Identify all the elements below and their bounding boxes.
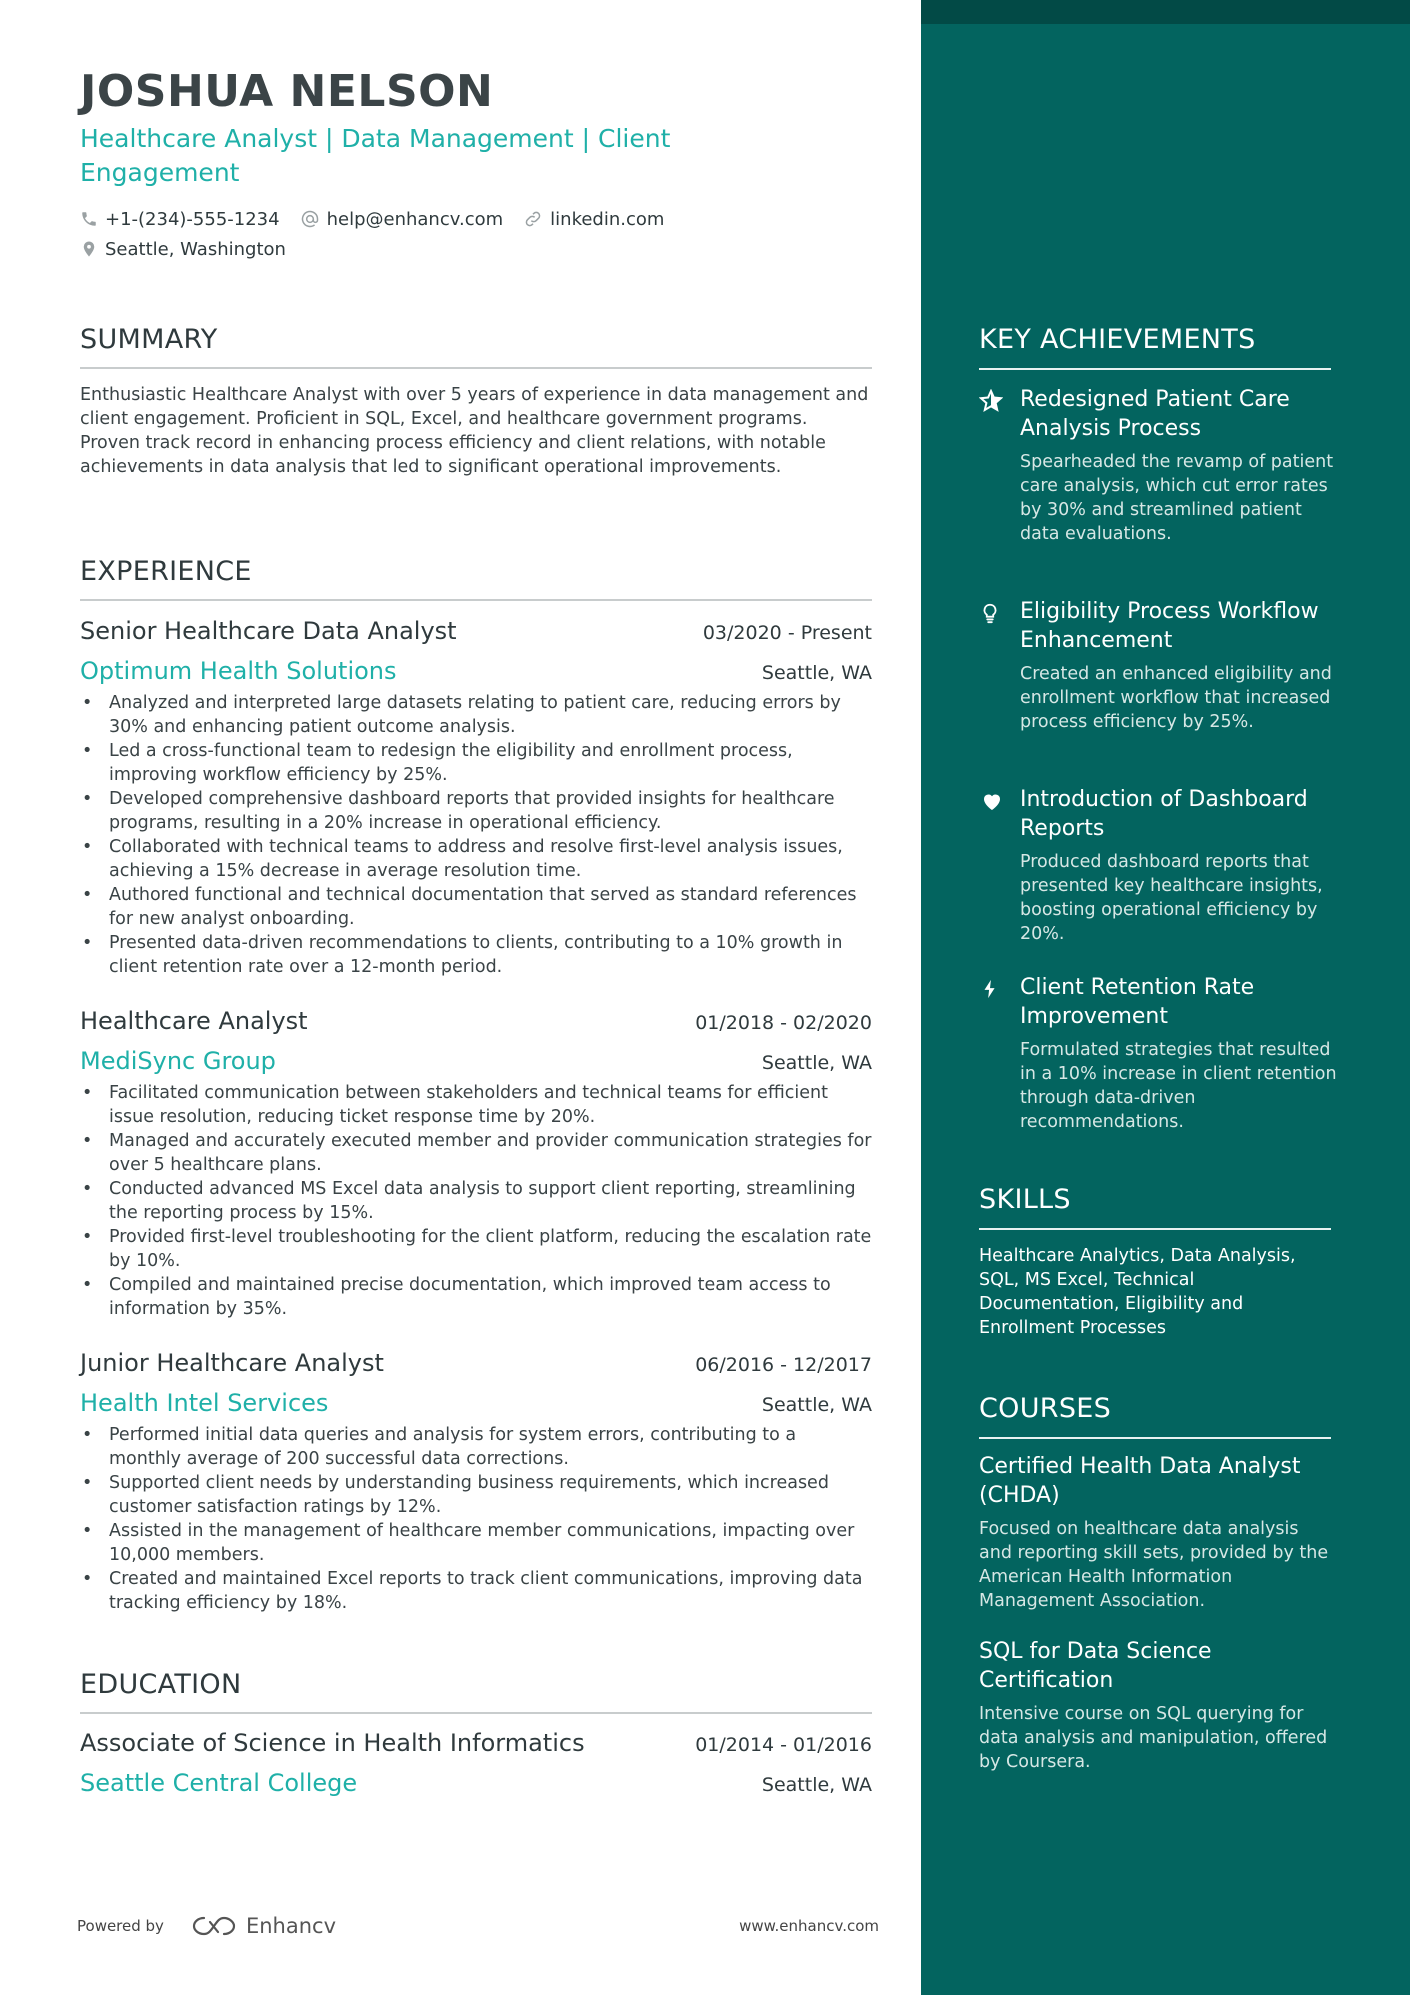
skills-list: Healthcare Analytics, Data Analysis, SQL, MS Excel, Technical Documentation, Eligibility and Enrollment Processes	[979, 1246, 1296, 1338]
education-dates: 01/2014 - 01/2016	[695, 1734, 872, 1756]
section-title: SKILLS	[979, 1184, 1071, 1215]
at-icon	[300, 209, 320, 229]
powered-by	[77, 1914, 336, 1938]
school-location: Seattle, WA	[761, 1774, 872, 1796]
bullet-item: • Provided first-level troubleshooting for the client platform, reducing the escalation rate by 10%.	[80, 1225, 872, 1273]
website-link[interactable]: www.enhancv.com	[739, 1917, 879, 1935]
job-location: Seattle, WA	[761, 662, 872, 684]
lightbulb-icon	[979, 601, 1001, 625]
achievements-section	[979, 323, 1331, 370]
experience-entry	[80, 1349, 872, 1615]
company-name: Optimum Health Solutions	[80, 657, 397, 685]
bullet-item: • Conducted advanced MS Excel data analysis to support client reporting, streamlining the reporting process by 15%.	[80, 1177, 872, 1225]
bullet-item: • Assisted in the management of healthcare member communications, impacting over 10,000 members.	[80, 1519, 872, 1567]
course-description: Focused on healthcare data analysis and reporting skill sets, provided by the American Health Information Management Association.	[979, 1519, 1329, 1611]
section-title: SUMMARY	[80, 324, 218, 355]
achievement-title: Eligibility Process Workflow Enhancement	[1020, 599, 1319, 653]
contact-phone	[80, 209, 280, 230]
candidate-title: Healthcare Analyst | Data Management | Client Engagement	[80, 124, 671, 187]
contact-row	[80, 234, 800, 264]
course-item	[979, 1637, 1331, 1774]
phone-icon	[80, 210, 98, 228]
bullet-item: • Created and maintained Excel reports to track client communications, improving data tracking efficiency by 18%.	[80, 1567, 872, 1615]
contact-email[interactable]	[300, 209, 504, 230]
location-pin-icon	[80, 239, 98, 259]
education-entry	[80, 1729, 872, 1797]
link-icon	[523, 209, 543, 229]
company-name: Health Intel Services	[80, 1389, 329, 1417]
achievement-item	[979, 973, 1339, 1134]
bullet-item: • Managed and accurately executed member and provider communication strategies for over 5 healthcare plans.	[80, 1129, 872, 1177]
phone-text: +1-(234)-555-1234	[105, 208, 280, 230]
bullet-item: • Led a cross-functional team to redesign the eligibility and enrollment process, improving workflow efficiency by 25%.	[80, 739, 872, 787]
contact-linkedin[interactable]	[523, 209, 664, 230]
contact-row	[80, 204, 800, 234]
job-location: Seattle, WA	[761, 1394, 872, 1416]
course-title: Certified Health Data Analyst (CHDA)	[979, 1454, 1301, 1508]
powered-by-label: Powered by	[77, 1917, 164, 1935]
job-bullets	[80, 691, 872, 979]
bullet-item: • Performed initial data queries and analysis for system errors, contributing to a monthly average of 200 successful data corrections.	[80, 1423, 872, 1471]
bullet-item: • Supported client needs by understanding business requirements, which increased customer satisfaction ratings by 12%.	[80, 1471, 872, 1519]
bullet-item: • Developed comprehensive dashboard reports that provided insights for healthcare programs, resulting in a 20% increase in operational efficiency.	[80, 787, 872, 835]
achievement-title: Introduction of Dashboard Reports	[1020, 787, 1308, 841]
candidate-name: JOSHUA NELSON	[80, 66, 494, 117]
bullet-item: • Collaborated with technical teams to address and resolve first-level analysis issues, achieving a 15% decrease in average resolution time.	[80, 835, 872, 883]
contact-location	[80, 239, 286, 260]
section-divider	[979, 368, 1331, 370]
summary-text: Enthusiastic Healthcare Analyst with over 5 years of experience in data management and client engagement. Proficient in SQL, Excel, and healthcare government programs. Proven track record in enhancing process efficiency and client relations, with notable achievements in data analysis that led to significant operational improvements.	[80, 385, 869, 477]
education-section	[80, 1668, 872, 1714]
linkedin-text: linkedin.com	[550, 208, 665, 230]
section-divider	[80, 367, 872, 369]
job-location: Seattle, WA	[761, 1052, 872, 1074]
achievement-title: Redesigned Patient Care Analysis Process	[1020, 387, 1290, 441]
job-dates: 01/2018 - 02/2020	[695, 1012, 872, 1034]
section-title: EDUCATION	[80, 1669, 242, 1700]
degree-name: Associate of Science in Health Informatics	[80, 1729, 585, 1757]
job-dates: 03/2020 - Present	[702, 622, 872, 644]
job-dates: 06/2016 - 12/2017	[695, 1354, 872, 1376]
contact-info	[80, 204, 800, 264]
brand-name: Enhancv	[245, 1914, 336, 1938]
section-divider	[80, 599, 872, 601]
achievement-description: Produced dashboard reports that presented key healthcare insights, boosting operational efficiency by 20%.	[1020, 852, 1323, 944]
experience-entry	[80, 617, 872, 979]
job-bullets	[80, 1081, 872, 1321]
course-item	[979, 1452, 1331, 1613]
sidebar-top-bar	[921, 0, 1410, 24]
bullet-item: • Compiled and maintained precise documentation, which improved team access to information by 35%.	[80, 1273, 872, 1321]
company-name: MediSync Group	[80, 1047, 276, 1075]
course-description: Intensive course on SQL querying for data analysis and manipulation, offered by Coursera.	[979, 1704, 1328, 1772]
achievement-description: Spearheaded the revamp of patient care analysis, which cut error rates by 30% and streamlined patient data evaluations.	[1020, 452, 1334, 544]
achievement-description: Created an enhanced eligibility and enrollment workflow that increased process efficiency by 25%.	[1020, 664, 1332, 732]
section-divider	[80, 1712, 872, 1714]
section-divider	[979, 1437, 1331, 1439]
bullet-item: • Facilitated communication between stakeholders and technical teams for efficient issue resolution, reducing ticket response time by 20%.	[80, 1081, 872, 1129]
lightning-icon	[979, 977, 1001, 1001]
job-bullets	[80, 1423, 872, 1615]
achievement-item	[979, 597, 1339, 734]
school-name: Seattle Central College	[80, 1769, 358, 1797]
experience-entry	[80, 1007, 872, 1321]
achievement-item	[979, 385, 1339, 546]
email-text: help@enhancv.com	[326, 208, 504, 230]
section-divider	[979, 1228, 1331, 1230]
courses-section	[979, 1392, 1331, 1774]
resume-header	[80, 64, 800, 264]
star-icon	[979, 389, 1003, 413]
bullet-item: • Presented data-driven recommendations to clients, contributing to a 10% growth in client retention rate over a 12-month period.	[80, 931, 872, 979]
location-text: Seattle, Washington	[105, 238, 286, 260]
bullet-item: • Authored functional and technical documentation that served as standard references for new analyst onboarding.	[80, 883, 872, 931]
footer	[77, 1914, 879, 1938]
brand-logo[interactable]	[190, 1914, 336, 1938]
bullet-item: • Analyzed and interpreted large datasets relating to patient care, reducing errors by 30% and enhancing patient outcome analysis.	[80, 691, 872, 739]
course-title: SQL for Data Science Certification	[979, 1639, 1212, 1693]
achievement-item	[979, 785, 1339, 946]
summary-section	[80, 323, 872, 479]
job-title: Senior Healthcare Data Analyst	[80, 617, 457, 645]
job-title: Healthcare Analyst	[80, 1007, 308, 1035]
achievement-title: Client Retention Rate Improvement	[1020, 975, 1255, 1029]
achievement-description: Formulated strategies that resulted in a 10% increase in client retention through data-driven recommendations.	[1020, 1040, 1337, 1132]
enhancv-logo-icon	[190, 1914, 238, 1938]
heart-icon	[979, 789, 1005, 813]
job-title: Junior Healthcare Analyst	[80, 1349, 384, 1377]
experience-section	[80, 555, 872, 601]
section-title: COURSES	[979, 1393, 1112, 1424]
section-title: EXPERIENCE	[80, 556, 252, 587]
section-title: KEY ACHIEVEMENTS	[979, 324, 1256, 355]
skills-section	[979, 1183, 1331, 1340]
